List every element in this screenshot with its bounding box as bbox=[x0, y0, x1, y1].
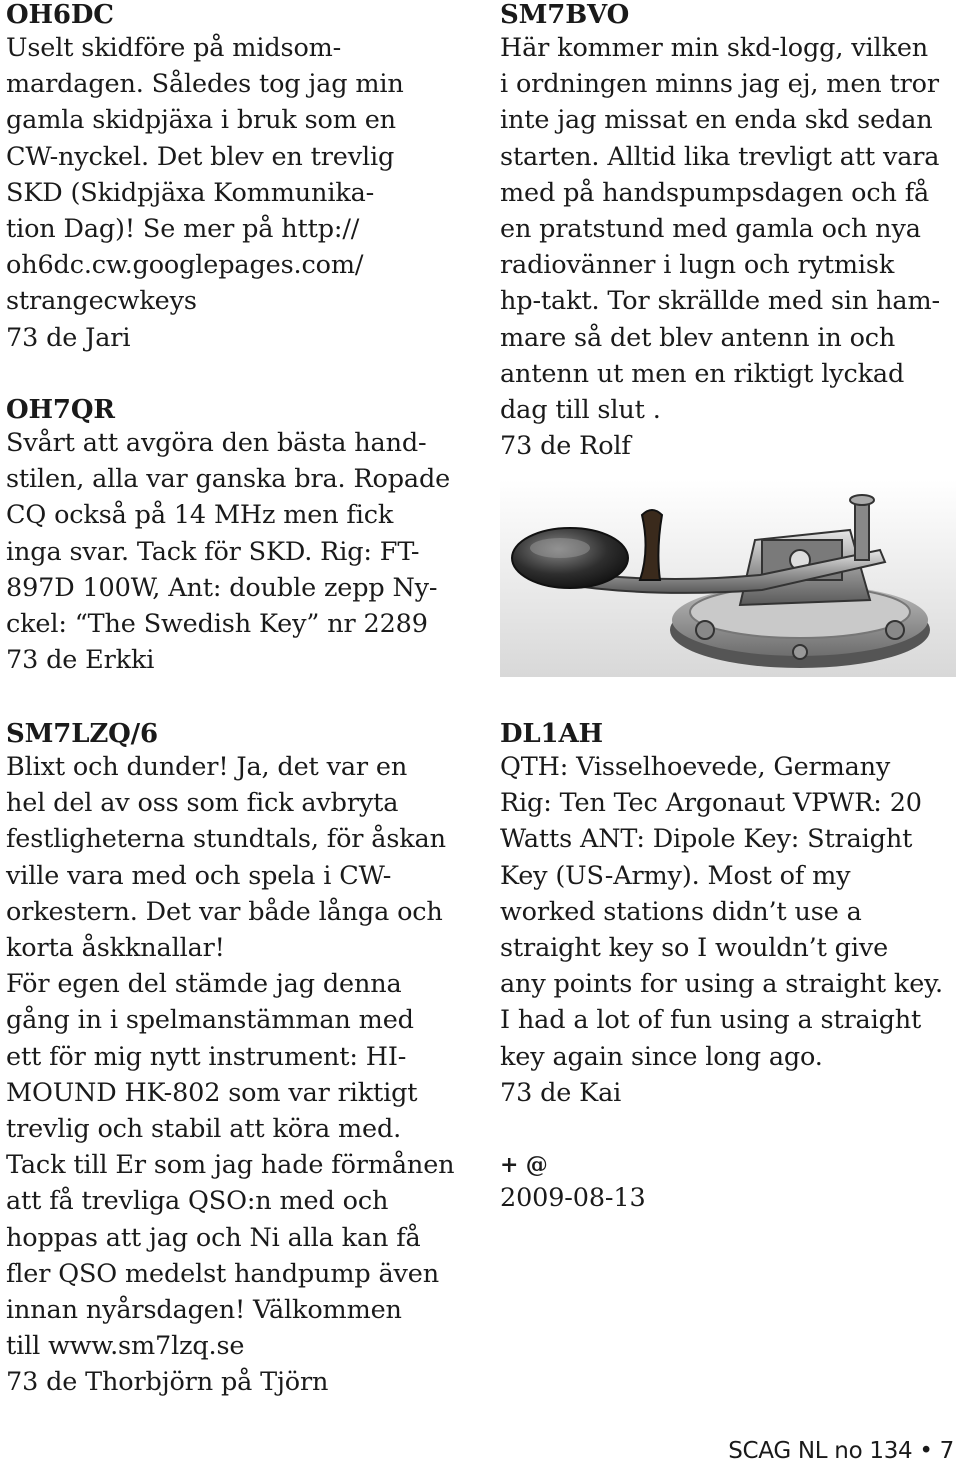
text-line: Watts ANT: Dipole Key: Straight bbox=[500, 824, 913, 855]
entry-body bbox=[6, 425, 450, 678]
text-line: dag till slut . bbox=[500, 395, 661, 426]
text-line: CW-nyckel. Det blev en trevlig bbox=[6, 141, 395, 172]
entry-body bbox=[6, 749, 454, 1401]
text-line: SKD (Skidpjäxa Kommunika- bbox=[6, 177, 375, 208]
text-line: Svårt att avgöra den bästa hand- bbox=[6, 428, 427, 458]
text-line: oh6dc.cw.googlepages.com/ bbox=[6, 250, 364, 281]
text-line: stilen, alla var ganska bra. Ropade bbox=[6, 464, 451, 495]
text-line: ckel: “The Swedish Key” nr 2289 bbox=[6, 609, 428, 640]
text-line: inte jag missat en enda skd sedan bbox=[500, 105, 933, 136]
text-line: orkestern. Det var både långa och bbox=[6, 896, 443, 927]
signoff bbox=[500, 1150, 646, 1216]
text-line: radiovänner i lugn och rytmisk bbox=[500, 250, 895, 281]
text-line: 73 de Erkki bbox=[6, 645, 155, 676]
text-line: key again since long ago. bbox=[500, 1041, 823, 1072]
text-line: gamla skidpjäxa i bruk som en bbox=[6, 105, 396, 136]
page-footer: SCAG NL no 134 • 7 bbox=[728, 1438, 954, 1464]
text-line: trevlig och stabil att köra med. bbox=[6, 1114, 402, 1145]
text-line: mardagen. Således tog jag min bbox=[6, 69, 404, 100]
straight-key-illustration bbox=[500, 480, 956, 677]
text-line: straight key so I wouldn’t give bbox=[500, 933, 889, 964]
text-line: Key (US-Army). Most of my bbox=[500, 860, 851, 891]
text-line: mare så det blev antenn in och bbox=[500, 322, 896, 353]
text-line: antenn ut men en riktigt lyckad bbox=[500, 358, 905, 389]
text-line: Rig: Ten Tec Argonaut VPWR: 20 bbox=[500, 788, 922, 819]
text-line: korta åskknallar! bbox=[6, 933, 225, 964]
text-line: hp-takt. Tor skrällde med sin ham- bbox=[500, 286, 940, 317]
text-line: fler QSO medelst handpump även bbox=[6, 1258, 439, 1289]
text-line: inga svar. Tack för SKD. Rig: FT- bbox=[6, 536, 420, 567]
text-line: starten. Alltid lika trevligt att vara bbox=[500, 141, 940, 172]
text-line: Uselt skidföre på midsom- bbox=[6, 33, 342, 63]
text-line: ville vara med och spela i CW- bbox=[6, 860, 392, 891]
text-line: till www.sm7lzq.se bbox=[6, 1331, 245, 1362]
text-line: 73 de Rolf bbox=[500, 431, 631, 462]
text-line: tion Dag)! Se mer på http:// bbox=[6, 214, 360, 245]
text-line: 73 de Jari bbox=[6, 322, 131, 353]
signoff-symbols: + @ bbox=[500, 1152, 548, 1178]
text-line: MOUND HK-802 som var riktigt bbox=[6, 1077, 418, 1108]
text-line: festligheterna stundtals, för åskan bbox=[6, 824, 446, 855]
text-line: Här kommer min skd-logg, vilken bbox=[500, 33, 929, 63]
callsign-heading: OH7QR bbox=[6, 395, 115, 425]
entry-oh6dc bbox=[6, 0, 404, 356]
text-line: gång in i spelmanstämman med bbox=[6, 1005, 414, 1036]
entry-body bbox=[500, 749, 943, 1111]
text-line: med på handspumpsdagen och få bbox=[500, 177, 930, 208]
callsign-heading: SM7BVO bbox=[500, 0, 630, 30]
text-line: 73 de Kai bbox=[500, 1077, 622, 1108]
text-line: en pratstund med gamla och nya bbox=[500, 214, 921, 245]
text-line: ett för mig nytt instrument: HI- bbox=[6, 1041, 407, 1072]
text-line: innan nyårsdagen! Välkommen bbox=[6, 1295, 402, 1326]
entry-dl1ah bbox=[500, 719, 943, 1111]
callsign-heading: SM7LZQ/6 bbox=[6, 719, 158, 749]
entry-sm7bvo bbox=[500, 0, 940, 464]
text-line: att få trevliga QSO:n med och bbox=[6, 1186, 389, 1217]
text-line: any points for using a straight key. bbox=[500, 969, 943, 1000]
text-line: Blixt och dunder! Ja, det var en bbox=[6, 752, 408, 782]
text-line: 897D 100W, Ant: double zepp Ny- bbox=[6, 572, 438, 603]
text-line: QTH: Visselhoevede, Germany bbox=[500, 752, 891, 782]
entry-oh7qr bbox=[6, 395, 450, 678]
text-line: strangecwkeys bbox=[6, 286, 197, 317]
text-line: CQ också på 14 MHz men fick bbox=[6, 500, 394, 531]
text-line: I had a lot of fun using a straight bbox=[500, 1005, 922, 1036]
text-line: hoppas att jag och Ni alla kan få bbox=[6, 1222, 421, 1253]
text-line: Tack till Er som jag hade förmånen bbox=[6, 1150, 455, 1181]
signoff-date: 2009-08-13 bbox=[500, 1183, 646, 1213]
entry-body bbox=[500, 30, 940, 464]
text-line: 73 de Thorbjörn på Tjörn bbox=[6, 1367, 329, 1398]
callsign-heading: DL1AH bbox=[500, 719, 603, 749]
text-line: i ordningen minns jag ej, men tror bbox=[500, 69, 939, 100]
text-line: hel del av oss som fick avbryta bbox=[6, 788, 399, 819]
callsign-heading: OH6DC bbox=[6, 0, 114, 30]
entry-body bbox=[6, 30, 404, 356]
text-line: worked stations didn’t use a bbox=[500, 896, 862, 927]
entry-sm7lzq bbox=[6, 719, 454, 1401]
text-line: För egen del stämde jag denna bbox=[6, 969, 402, 1000]
